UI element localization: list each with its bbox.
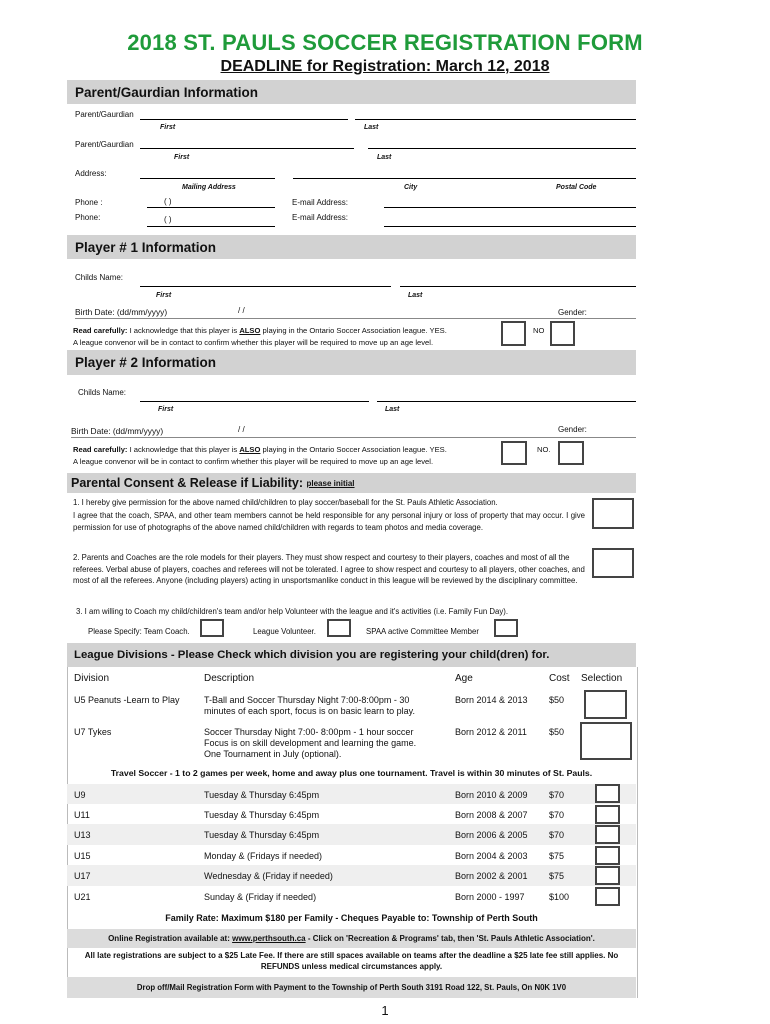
player2-section-header: Player # 2 Information (67, 350, 636, 375)
division-row-u15: U15 Monday & (Fridays if needed) Born 2004 & 2003 $75 (74, 851, 565, 861)
email1-field[interactable] (384, 207, 636, 208)
player1-gender-label: Gender: (558, 308, 587, 317)
committee-member-checkbox[interactable] (494, 619, 518, 637)
divisions-section-header: League Divisions - Please Check which division you are registering your child(dren) for. (67, 643, 636, 667)
postal-code-caption: Postal Code (556, 184, 597, 191)
player1-last-caption: Last (408, 292, 423, 299)
parent2-label: Parent/Gaurdian (75, 140, 134, 149)
u11-select-checkbox[interactable] (595, 805, 620, 824)
division-row-u13: U13 Tuesday & Thursday 6:45pm Born 2006 & 2005 $70 (67, 824, 636, 845)
travel-soccer-note: Travel Soccer - 1 to 2 games per week, home and away plus one tournament. Travel is within 30 minutes of St. Pauls. (110, 768, 593, 778)
league-volunteer-checkbox[interactable] (327, 619, 351, 637)
player1-convenor-note: A league convenor will be in contact to confirm whether this player will be required to move up an age level. (73, 338, 434, 347)
perthsouth-link[interactable]: www.perthsouth.ca (232, 934, 306, 943)
late-fee-note: All late registrations are subject to a $25 Late Fee. If there are still spaces available on teams after the deadline a $25 late fee still applies. No REFUNDS unless medical circumstances apply. (84, 951, 619, 971)
team-coach-checkbox[interactable] (200, 619, 224, 637)
committee-member-label: SPAA active Committee Member (366, 627, 479, 636)
u7-select-checkbox[interactable] (580, 722, 632, 760)
parent-section-header: Parent/Gaurdian Information (67, 80, 636, 104)
email2-field[interactable] (384, 226, 636, 227)
phone2-paren: ( ) (164, 215, 172, 224)
player2-no-label: NO. (537, 445, 551, 454)
parent1-first-caption: First (160, 124, 176, 131)
parent1-label: Parent/Gaurdian (75, 110, 134, 119)
parent2-last-caption: Last (377, 154, 392, 161)
division-row-u17: U17 Wednesday & (Friday if needed) Born 2002 & 2001 $75 (67, 865, 636, 886)
email2-label: E-mail Address: (292, 213, 349, 222)
player1-name-label: Childs Name: (75, 273, 124, 282)
player1-birth-slashes: / / (238, 306, 245, 315)
consent-paragraph-3: 3. I am willing to Coach my child/children's team and/or help Volunteer with the league and it's activities (i.e. Family Fun Day). (76, 607, 509, 616)
u5-select-checkbox[interactable] (584, 690, 627, 719)
league-volunteer-label: League Volunteer. (253, 627, 316, 636)
parent2-first-field[interactable] (140, 148, 354, 149)
email1-label: E-mail Address: (292, 198, 349, 207)
consent-paragraph-1-line1: 1. I hereby give permission for the above named child/children to play soccer/baseball for the St. Pauls Athletic Association. (73, 498, 498, 507)
player2-osa-no-checkbox[interactable] (558, 441, 584, 465)
parent1-first-field[interactable] (140, 119, 348, 120)
player1-birth-field[interactable] (75, 318, 636, 319)
player2-convenor-note: A league convenor will be in contact to confirm whether this player will be required to move up an age level. (73, 457, 434, 466)
player1-section-header: Player # 1 Information (67, 235, 636, 259)
player2-name-label: Childs Name: (78, 388, 127, 397)
phone1-field[interactable] (147, 207, 275, 208)
division-row-u7: U7 Tykes Soccer Thursday Night 7:00- 8:00pm - 1 hour soccer Focus is on skill development and learning the game. One Tournament in July (optional). Born 2012 & 2011 $50 (74, 727, 565, 759)
u13-select-checkbox[interactable] (595, 825, 620, 844)
parent1-last-field[interactable] (355, 119, 636, 120)
divisions-header-row (67, 667, 636, 689)
consent-paragraph-1: I agree that the coach, SPAA, and other team members cannot be held responsible for any personal injury or loss of property that may occur. I give permission for use of photographs of the above named child/children with regards to team photos and media coverage. (73, 511, 585, 532)
phone2-label: Phone: (75, 213, 101, 222)
parent2-first-caption: First (174, 154, 190, 161)
phone1-label: Phone : (75, 198, 103, 207)
mailing-address-caption: Mailing Address (182, 184, 236, 191)
player2-ack-text: Read carefully: I acknowledge that this player is ALSO playing in the Ontario Soccer Association league. YES. (73, 445, 447, 454)
player2-last-caption: Last (385, 406, 400, 413)
player1-no-label: NO (533, 326, 545, 335)
player2-birth-label: Birth Date: (dd/mm/yyyy) (71, 426, 164, 436)
player2-gender-label: Gender: (558, 425, 587, 434)
col-age: Age (455, 673, 473, 684)
player2-last-field[interactable] (377, 401, 636, 402)
player1-osa-yes-checkbox[interactable] (501, 321, 526, 346)
division-row-u11: U11 Tuesday & Thursday 6:45pm Born 2008 & 2007 $70 (74, 810, 565, 820)
consent-section-header: Parental Consent & Release if Liability: please initial (67, 473, 636, 493)
player2-birth-slashes: / / (238, 425, 245, 434)
col-description: Description (204, 673, 255, 684)
division-row-u5: U5 Peanuts -Learn to Play T-Ball and Soccer Thursday Night 7:00-8:00pm - 30 minutes of each sport, focus is on basic learn to play. Born 2014 & 2013 $50 (74, 695, 565, 716)
player1-osa-no-checkbox[interactable] (550, 321, 575, 346)
u17-select-checkbox[interactable] (595, 866, 620, 885)
parent2-last-field[interactable] (368, 148, 636, 149)
u5-description: T-Ball and Soccer Thursday Night 7:00-8:00pm - 30 minutes of each sport, focus is on basic learn to play. (204, 695, 415, 716)
phone2-field[interactable] (147, 226, 275, 227)
player2-birth-field[interactable] (71, 437, 636, 438)
player1-first-field[interactable] (140, 286, 391, 287)
player2-first-field[interactable] (140, 401, 369, 402)
dropoff-note: Drop off/Mail Registration Form with Payment to the Township of Perth South 3191 Road 122, St. Pauls, On N0K 1V0 (67, 977, 636, 998)
player2-first-caption: First (158, 406, 174, 413)
u7-description: Soccer Thursday Night 7:00- 8:00pm - 1 hour soccer Focus is on skill development and learning the game. One Tournament in July (optional). (204, 727, 417, 759)
online-registration-note: Online Registration available at: www.perthsouth.ca - Click on 'Recreation & Programs' tab, then 'St. Pauls Athletic Association'. (67, 929, 636, 948)
registration-deadline: DEADLINE for Registration: March 12, 2018 (220, 58, 550, 75)
player1-last-field[interactable] (400, 286, 636, 287)
form-title: 2018 ST. PAULS SOCCER REGISTRATION FORM (127, 30, 643, 55)
player1-birth-label: Birth Date: (dd/mm/yyyy) (75, 307, 168, 317)
mailing-address-field[interactable] (140, 178, 275, 179)
parent1-last-caption: Last (364, 124, 379, 131)
specify-team-coach-label: Please Specify: Team Coach. (88, 627, 190, 636)
col-selection: Selection (581, 673, 623, 684)
col-division: Division (74, 673, 110, 684)
division-row-u9: U9 Tuesday & Thursday 6:45pm Born 2010 & 2009 $70 (67, 784, 636, 804)
player1-ack-text: Read carefully: I acknowledge that this player is ALSO playing in the Ontario Soccer Association league. YES. (73, 326, 447, 335)
u21-select-checkbox[interactable] (595, 887, 620, 906)
consent-2-initial-box[interactable] (592, 548, 634, 578)
col-cost: Cost (549, 673, 570, 684)
u9-select-checkbox[interactable] (595, 784, 620, 803)
address-label: Address: (75, 169, 107, 178)
family-rate-note: Family Rate: Maximum $180 per Family - Cheques Payable to: Township of Perth South (165, 913, 538, 923)
city-caption: City (404, 184, 418, 191)
phone1-paren: ( ) (164, 197, 172, 206)
player1-first-caption: First (156, 292, 172, 299)
u15-select-checkbox[interactable] (595, 846, 620, 865)
division-row-u21: U21 Sunday & (Friday if needed) Born 2000 - 1997 $100 (74, 892, 570, 902)
consent-paragraph-2: 2. Parents and Coaches are the role models for their players. They must show respect and courtesy to their players, coaches and most of all the referees. Verbal abuse of players, coaches and referees will not be tolerated. I agree to show respect and courtesy to all players, other coaches, and most of all the referees. Anyone (including players) acting in unsportsmanlike conduct in this league will be reviewed by the disciplinary committee. (73, 553, 585, 585)
city-postal-field[interactable] (293, 178, 636, 179)
consent-1-initial-box[interactable] (592, 498, 634, 529)
page-number: 1 (381, 1003, 389, 1018)
player2-osa-yes-checkbox[interactable] (501, 441, 527, 465)
